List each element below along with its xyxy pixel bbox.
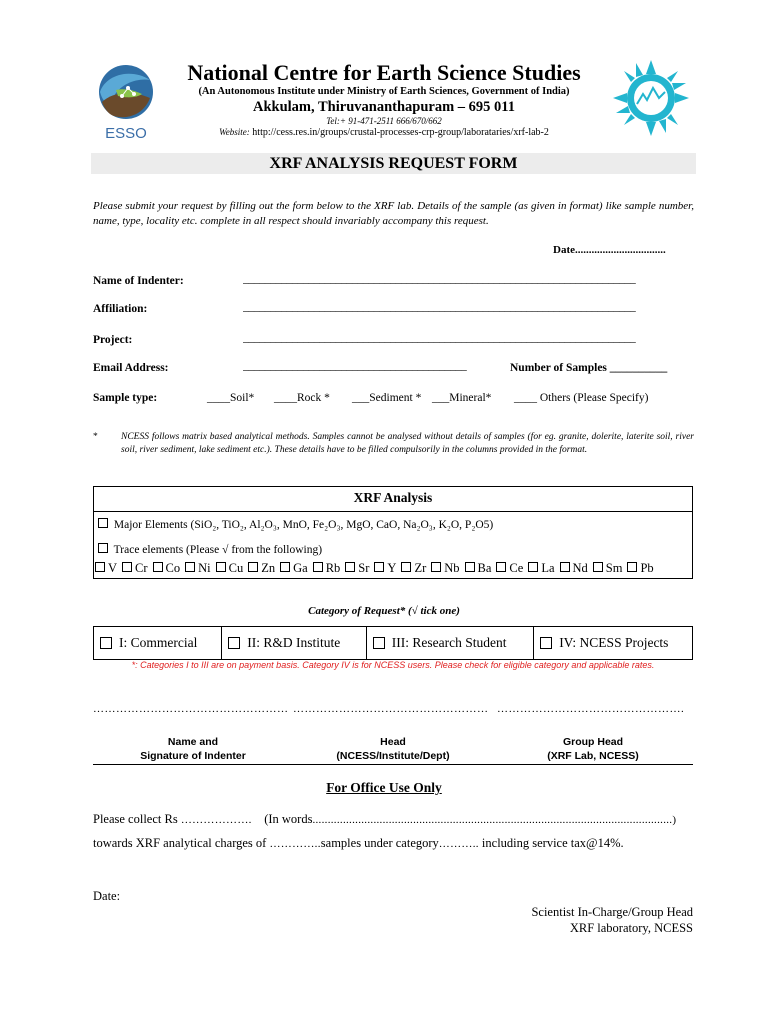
indenter-label: Name of Indenter: [93,275,184,287]
caption-line: Head [380,736,406,748]
collect-amount-row [93,812,694,827]
indenter-signature-line[interactable]: …………………………………………… [93,703,289,715]
element-checkbox[interactable] [593,562,603,572]
institution-website [0,127,768,138]
element-checkbox[interactable] [248,562,258,572]
element-checkbox[interactable] [496,562,506,572]
institution-subtitle: (An Autonomous Institute under Ministry of Earth Sciences, Government of India) [198,86,570,97]
category-checkbox[interactable] [540,637,552,649]
element-option-zn[interactable] [246,561,278,575]
element-label: Pb [640,561,654,575]
element-checkbox[interactable] [465,562,475,572]
sample-type-rock[interactable]: ____Rock * [274,392,330,404]
category-title: Category of Request* (√ tick one) [308,605,460,617]
caption-line: (NCESS/Institute/Dept) [336,750,450,762]
category-checkbox[interactable] [373,637,385,649]
sample-type-label: Sample type: [93,392,158,404]
intro-paragraph: Please submit your request by filling out the form below to the XRF lab. Details of the sample (as given in format) like sample number, name, type, locality etc. complete in all respect should invariably accompany this request. [93,200,694,227]
note-asterisk: * [93,432,98,442]
element-checkbox[interactable] [122,562,132,572]
group-head-signature-line[interactable]: …………………………………………. [497,703,685,715]
trace-elements-option[interactable] [96,543,322,556]
trace-elements-list [93,561,693,576]
element-checkbox[interactable] [528,562,538,572]
major-elements-checkbox[interactable] [98,518,108,528]
charges-row [93,836,694,851]
element-label: La [541,561,555,575]
element-option-pb[interactable] [625,561,656,575]
element-option-ba[interactable] [463,561,495,575]
esso-logo-text: ESSO [105,125,147,142]
category-field[interactable]: ……….. [438,838,479,850]
element-option-nd[interactable] [558,561,591,575]
office-use-title: For Office Use Only [326,780,442,795]
towards-mid: samples under category [320,836,439,850]
element-label: Cu [228,561,244,575]
email-input-line[interactable]: _________________________________________ [243,360,467,372]
category-rd-institute[interactable] [222,627,367,659]
element-checkbox[interactable] [401,562,411,572]
date-field[interactable]: Date................................. [553,244,666,256]
affiliation-input-line[interactable]: ________________________________________________________________________ [243,301,636,313]
element-checkbox[interactable] [280,562,290,572]
towards-suffix: including service tax@14%. [481,836,624,850]
category-options [93,626,693,660]
indenter-signature-caption [113,735,273,763]
category-checkbox[interactable] [228,637,240,649]
element-checkbox[interactable] [560,562,570,572]
element-checkbox[interactable] [216,562,226,572]
element-option-ce[interactable] [494,561,526,575]
element-label: Rb [325,561,341,575]
number-of-samples-field[interactable]: Number of Samples __________ [510,362,668,374]
head-signature-caption [313,735,473,763]
project-label: Project: [93,334,133,346]
xrf-analysis-title: XRF Analysis [353,490,433,505]
project-input-line[interactable]: ________________________________________________________________________ [243,332,636,344]
element-label: Nd [572,561,588,575]
caption-line: Name and [167,736,219,748]
category-label: IV: NCESS Projects [559,635,669,650]
office-date-label: Date: [93,889,121,903]
sample-type-soil[interactable]: ____Soil* [207,392,255,404]
major-elements-label: Major Elements (SiO₂, TiO₂, Al₂O₃, MnO, Fe₂O₃, MgO, CaO, Na₂O₃, K₂O, P₂O5) [113,519,494,531]
element-checkbox[interactable] [627,562,637,572]
element-checkbox[interactable] [374,562,384,572]
element-label: Zr [414,561,427,575]
category-note: *: Categories I to III are on payment basis. Category IV is for NCESS users. Please check for eligible category and applicable rates. [131,660,655,670]
element-label: Ga [293,561,308,575]
element-checkbox[interactable] [95,562,105,572]
element-option-y[interactable] [372,561,399,575]
signature-divider [93,764,693,765]
element-label: Ce [509,561,524,575]
amount-field[interactable]: ………………. [180,814,252,826]
category-checkbox[interactable] [100,637,112,649]
element-label: Ba [477,561,492,575]
element-option-ga[interactable] [278,561,311,575]
in-words-field[interactable]: ......................................................................................................................) [312,814,677,826]
institution-telephone: Tel:+ 91-471-2511 666/670/662 [326,116,442,126]
element-label: Co [165,561,181,575]
category-ncess-projects[interactable] [534,627,692,659]
element-label: Cr [135,561,148,575]
office-signatory-title: Scientist In-Charge/Group Head [531,905,693,919]
element-label: Zn [261,561,276,575]
trace-elements-checkbox[interactable] [98,543,108,553]
element-label: Y [387,561,397,575]
website-url[interactable]: http://cess.res.in/groups/crustal-processes-crp-group/laborataries/xrf-lab-2 [252,127,549,138]
major-elements-option[interactable] [96,518,493,531]
category-label: II: R&D Institute [247,635,341,650]
trace-elements-label: Trace elements (Please √ from the following) [113,544,323,556]
element-option-cu[interactable] [214,561,247,575]
group-head-signature-caption [513,735,673,763]
element-label: Sr [358,561,370,575]
towards-prefix: towards XRF analytical charges of [93,836,267,850]
category-research-student[interactable] [367,627,534,659]
element-label: Ni [198,561,211,575]
element-checkbox[interactable] [313,562,323,572]
element-checkbox[interactable] [431,562,441,572]
office-signatory-lab: XRF laboratory, NCESS [569,921,693,935]
element-option-rb[interactable] [311,561,344,575]
sample-type-others[interactable]: ____ Others (Please Specify) [514,392,649,404]
head-signature-line[interactable]: …………………………………………… [293,703,489,715]
element-checkbox[interactable] [153,562,163,572]
indenter-input-line[interactable]: ________________________________________________________________________ [243,273,636,285]
category-commercial[interactable] [94,627,222,659]
element-label: Sm [605,561,623,575]
element-label: V [108,561,118,575]
institution-name: National Centre for Earth Science Studies [187,60,581,85]
sample-type-mineral[interactable]: ___Mineral* [432,392,492,404]
category-label: I: Commercial [119,635,198,650]
xrf-box-divider [93,511,693,512]
institution-address: Akkulam, Thiruvananthapuram – 695 011 [252,99,515,115]
element-option-la[interactable] [526,561,557,575]
sample-note [93,431,694,457]
element-option-sr[interactable] [343,561,372,575]
sample-count-field[interactable]: ………….. [269,838,321,850]
element-option-v[interactable] [93,561,120,575]
element-option-co[interactable] [151,561,184,575]
element-option-ni[interactable] [183,561,214,575]
caption-line: Signature of Indenter [140,750,246,762]
element-option-sm[interactable] [591,561,626,575]
affiliation-label: Affiliation: [93,303,148,315]
caption-line: Group Head [562,736,624,748]
email-label: Email Address: [93,362,169,374]
form-title: XRF ANALYSIS REQUEST FORM [269,155,518,172]
caption-line: (XRF Lab, NCESS) [547,750,639,762]
element-option-nb[interactable] [429,561,462,575]
website-label: Website: [219,127,250,137]
sample-type-sediment[interactable]: ___Sediment * [352,392,422,404]
element-checkbox[interactable] [185,562,195,572]
in-words-label: (In words [264,812,313,826]
collect-prefix: Please collect Rs [93,812,178,826]
element-checkbox[interactable] [345,562,355,572]
note-text: NCESS follows matrix based analytical methods. Samples cannot be analysed without details of samples (for eg. granite, dolerite, laterite soil, river soil, river sediment, lake sediment etc.). These details have to be filled compulsorily in the columns provided in the format. [121,432,694,455]
element-label: Nb [444,561,460,575]
category-label: III: Research Student [391,635,507,650]
element-option-zr[interactable] [399,561,429,575]
element-option-cr[interactable] [120,561,151,575]
